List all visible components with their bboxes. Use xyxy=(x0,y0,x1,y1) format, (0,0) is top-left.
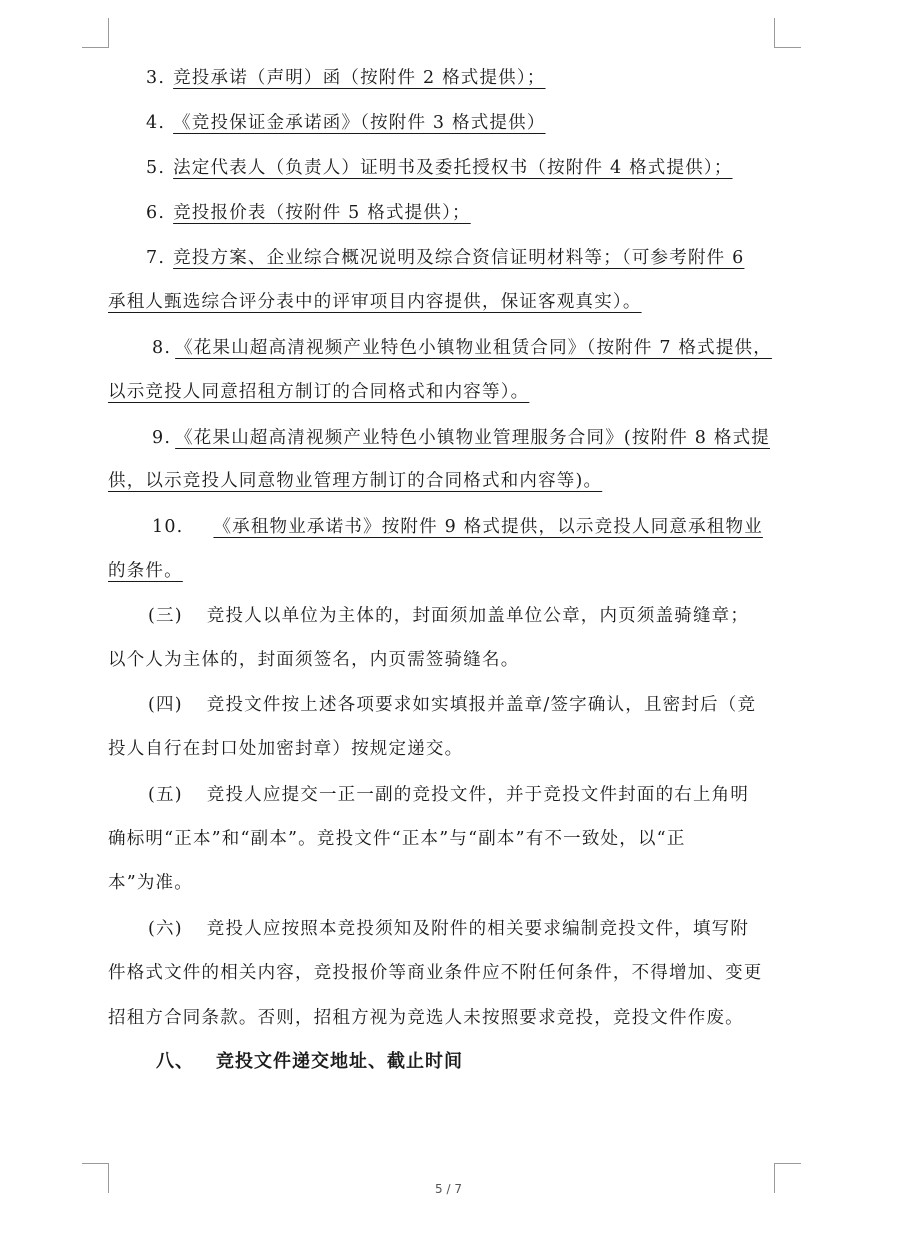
item-number: 10. xyxy=(152,517,184,537)
paragraph xyxy=(148,783,749,807)
paragraph-text: 竞投文件按上述各项要求如实填报并盖章/签字确认，且密封后（竞 xyxy=(206,695,757,715)
list-item xyxy=(152,426,770,450)
section-heading xyxy=(156,1050,463,1074)
item-text: 法定代表人（负责人）证明书及委托授权书（按附件 4 格式提供）； xyxy=(173,158,733,178)
paragraph-label: (六) xyxy=(148,919,183,939)
item-text-continued: 的条件。 xyxy=(108,561,183,581)
paragraph-text-continued: 招租方合同条款。否则，招租方视为竞选人未按照要求竞投，竞投文件作废。 xyxy=(108,1008,744,1028)
list-item xyxy=(146,201,471,225)
paragraph-label: (三) xyxy=(148,606,183,626)
corner-mark-top-left xyxy=(82,47,109,48)
item-number: 3. xyxy=(146,68,166,88)
paragraph-label: (五) xyxy=(148,785,183,805)
page-number: 5 / 7 xyxy=(435,1182,462,1196)
corner-mark-top-left xyxy=(108,18,109,48)
item-text: 竞投报价表（按附件 5 格式提供）； xyxy=(173,203,471,223)
paragraph xyxy=(148,604,749,628)
item-number: 8. xyxy=(152,338,172,358)
item-text-continued: 供，以示竞投人同意物业管理方制订的合同格式和内容等)。 xyxy=(108,471,603,491)
item-text-continued: 承租人甄选综合评分表中的评审项目内容提供，保证客观真实）。 xyxy=(108,292,642,312)
paragraph-label: (四) xyxy=(148,695,183,715)
corner-mark-top-right xyxy=(774,47,801,48)
item-number: 7. xyxy=(146,248,166,268)
section-number: 八、 xyxy=(156,1051,194,1072)
paragraph-text: 竞投人应提交一正一副的竞投文件，并于竞投文件封面的右上角明 xyxy=(206,785,750,805)
paragraph xyxy=(148,693,756,717)
corner-mark-bottom-left xyxy=(82,1163,109,1164)
paragraph-text-continued: 投人自行在封口处加密封章）按规定递交。 xyxy=(108,739,464,759)
item-text-continued: 以示竞投人同意招租方制订的合同格式和内容等）。 xyxy=(108,382,530,402)
corner-mark-bottom-right xyxy=(774,1163,801,1164)
paragraph-text-continued: 件格式文件的相关内容，竞投报价等商业条件应不附任何条件，不得增加、变更 xyxy=(108,963,763,983)
item-number: 4. xyxy=(146,113,166,133)
list-item xyxy=(152,336,772,360)
list-item xyxy=(146,111,546,135)
item-text: 竞投承诺（声明）函（按附件 2 格式提供）； xyxy=(173,68,546,88)
corner-mark-top-right xyxy=(774,18,775,48)
item-number: 6. xyxy=(146,203,166,223)
item-number: 9. xyxy=(152,428,172,448)
paragraph-text-continued: 以个人为主体的，封面须签名，内页需签骑缝名。 xyxy=(108,650,520,670)
paragraph-text: 竞投人以单位为主体的，封面须加盖单位公章，内页须盖骑缝章； xyxy=(206,606,750,626)
item-text: 《承租物业承诺书》按附件 9 格式提供，以示竞投人同意承租物业 xyxy=(213,517,763,537)
item-text: 《花果山超高清视频产业特色小镇物业管理服务合同》(按附件 8 格式提 xyxy=(175,428,770,448)
section-title: 竞投文件递交地址、截止时间 xyxy=(216,1051,463,1072)
item-text: 《花果山超高清视频产业特色小镇物业租赁合同》（按附件 7 格式提供， xyxy=(175,338,772,358)
item-number: 5. xyxy=(146,158,166,178)
item-text: 竞投方案、企业综合概况说明及综合资信证明材料等；（可参考附件 6 xyxy=(173,248,745,268)
paragraph xyxy=(148,917,749,941)
item-text: 《竞投保证金承诺函》（按附件 3 格式提供） xyxy=(173,113,546,133)
paragraph-text: 竞投人应按照本竞投须知及附件的相关要求编制竞投文件，填写附 xyxy=(206,919,750,939)
paragraph-text-continued: 确标明“正本”和“副本”。竞投文件“正本”与“副本”有不一致处，以“正 xyxy=(108,829,686,849)
list-item xyxy=(146,156,733,180)
paragraph-text-continued: 本”为准。 xyxy=(108,873,193,893)
list-item xyxy=(146,66,546,90)
list-item xyxy=(152,515,763,539)
list-item xyxy=(146,246,744,270)
